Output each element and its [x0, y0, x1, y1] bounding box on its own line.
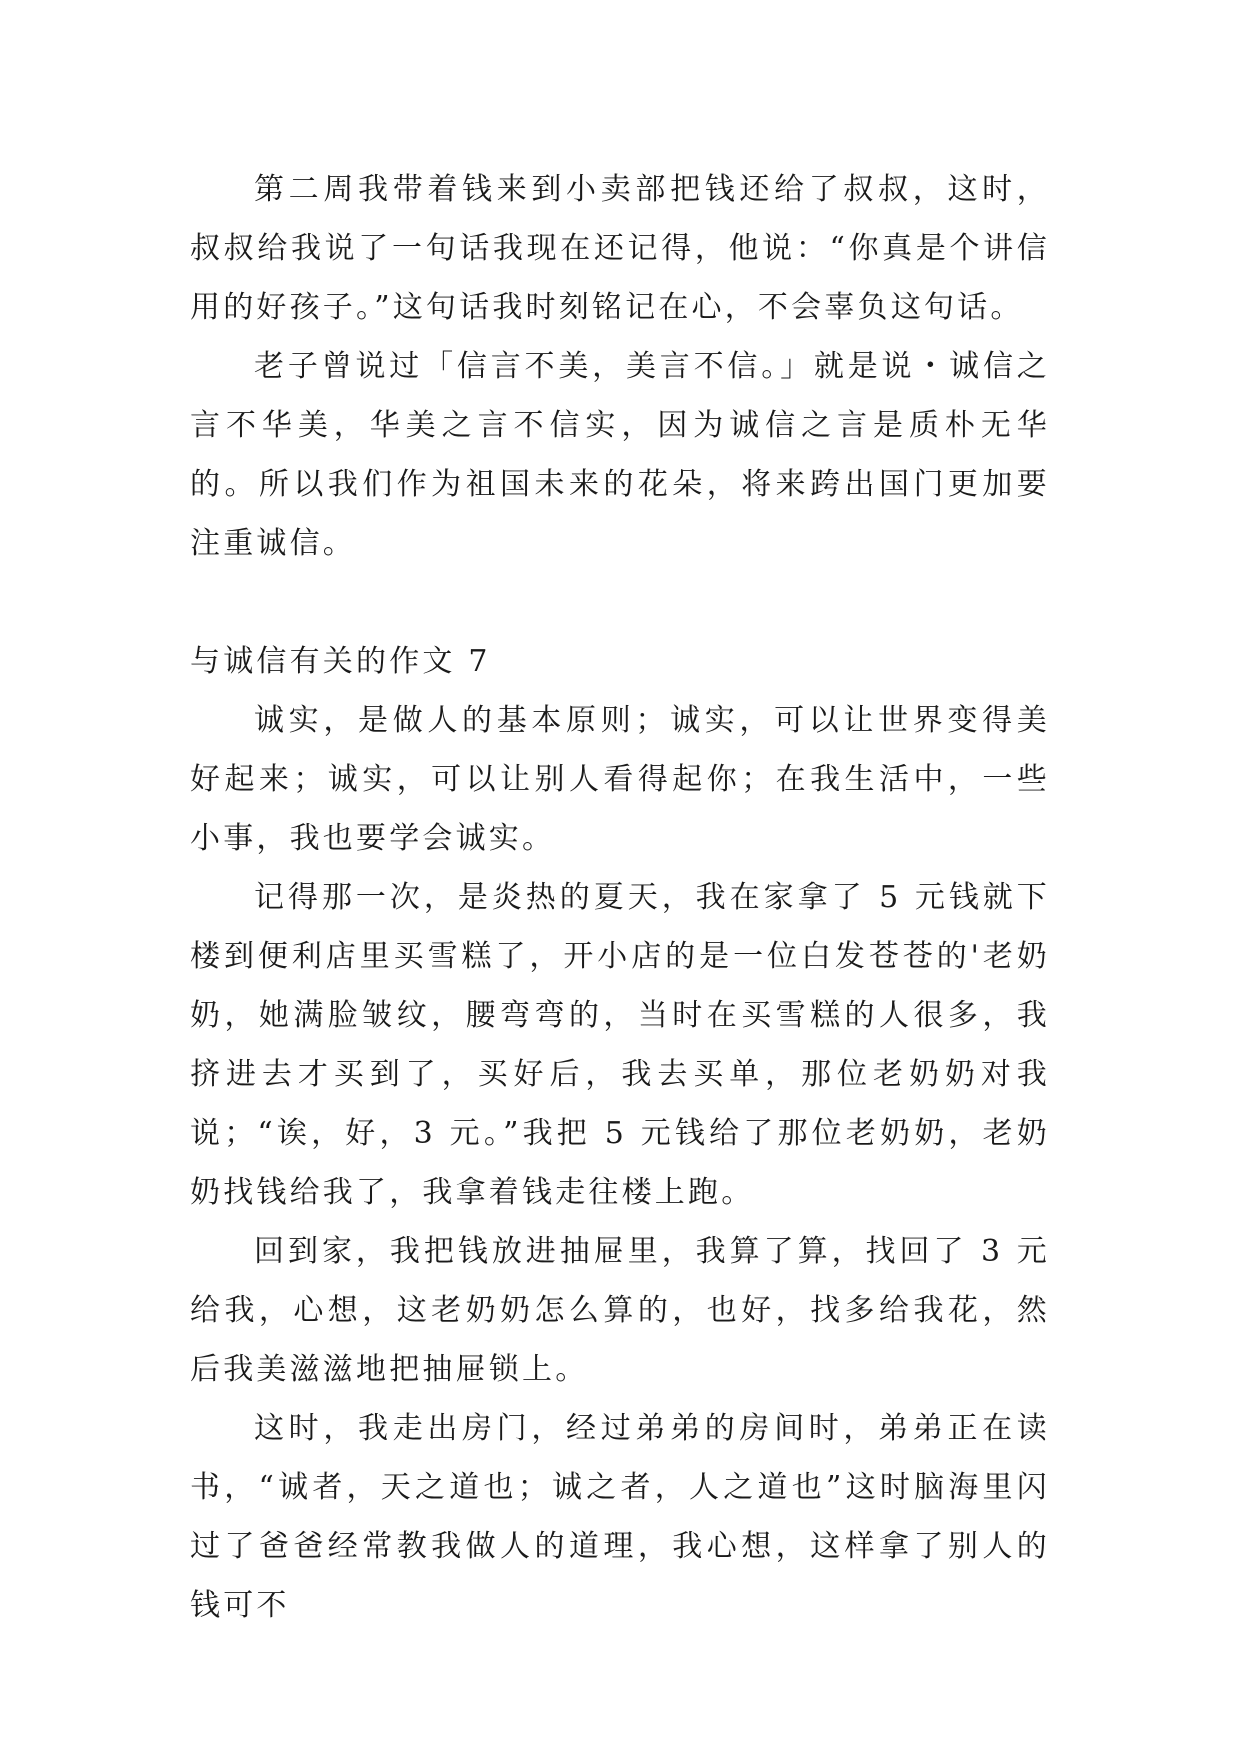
section-gap — [190, 573, 1050, 632]
paragraph: 记得那一次，是炎热的夏天，我在家拿了 5 元钱就下楼到便利店里买雪糕了，开小店的是一位白发苍苍的'老奶奶，她满脸皱纹，腰弯弯的，当时在买雪糕的人很多，我挤进去才买到了，买好后，我去买单，那位老奶奶对我说；“诶，好，3 元。”我把 5 元钱给了那位老奶奶，老奶奶找钱给我了，我拿着钱走往楼上跑。 — [190, 880, 1050, 1210]
document-body — [190, 160, 1050, 1635]
section-title: 与诚信有关的作文 7 — [190, 644, 491, 679]
paragraph: 这时，我走出房门，经过弟弟的房间时，弟弟正在读书，“诚者，天之道也；诚之者，人之道也”这时脑海里闪过了爸爸经常教我做人的道理，我心想，这样拿了别人的钱可不 — [190, 1411, 1050, 1623]
paragraph: 老子曾说过「信言不美，美言不信。」就是说・诚信之言不华美，华美之言不信实，因为诚信之言是质朴无华的。所以我们作为祖国未来的花朵，将来跨出国门更加要注重诚信。 — [190, 349, 1050, 561]
paragraph: 回到家，我把钱放进抽屉里，我算了算，找回了 3 元给我，心想，这老奶奶怎么算的，也好，找多给我花，然后我美滋滋地把抽屉锁上。 — [190, 1234, 1050, 1387]
paragraph: 第二周我带着钱来到小卖部把钱还给了叔叔，这时，叔叔给我说了一句话我现在还记得，他说：“你真是个讲信用的好孩子。”这句话我时刻铭记在心，不会辜负这句话。 — [190, 172, 1050, 325]
paragraph: 诚实，是做人的基本原则；诚实，可以让世界变得美好起来；诚实，可以让别人看得起你；在我生活中，一些小事，我也要学会诚实。 — [190, 703, 1050, 856]
